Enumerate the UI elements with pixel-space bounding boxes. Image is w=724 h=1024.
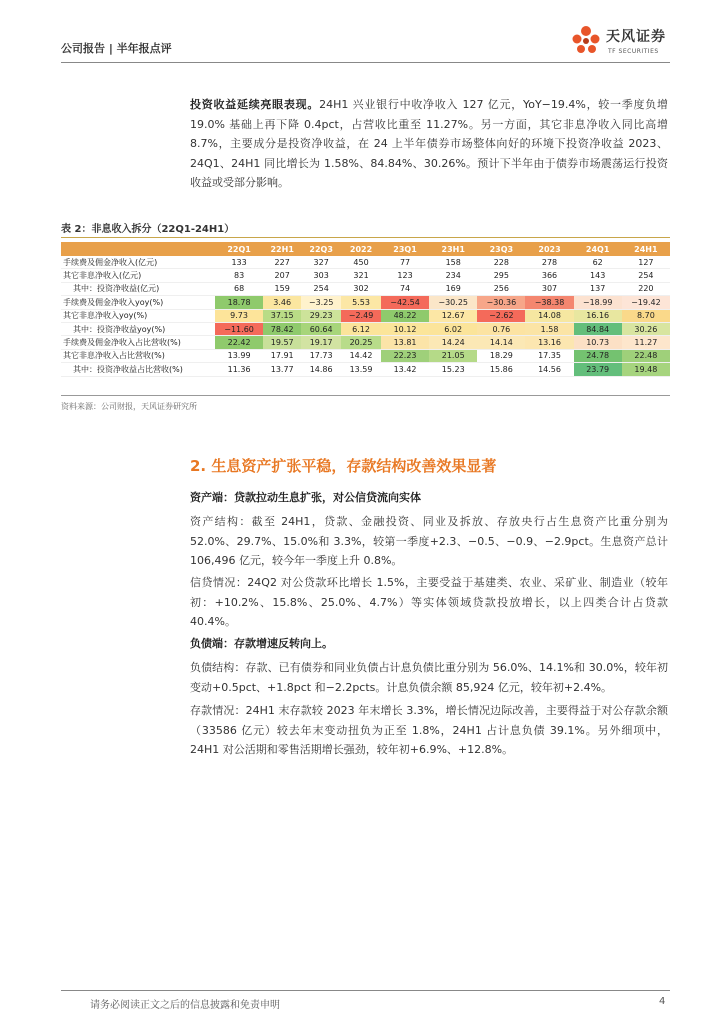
table-cell: 13.99 xyxy=(215,349,263,362)
table-cell: 22.48 xyxy=(622,349,670,362)
logo-name: 天风证券 xyxy=(606,29,666,45)
asset-side-subtitle: 资产端：贷款拉动生息扩张，对公信贷流向实体 xyxy=(190,491,421,504)
table-cell: 11.36 xyxy=(215,363,263,376)
table-cell: 207 xyxy=(263,269,301,282)
table-cell: 3.46 xyxy=(263,296,301,309)
table-cell: 18.78 xyxy=(215,296,263,309)
row-label: 其它非息净收入占比营收(%) xyxy=(61,349,215,362)
table-row xyxy=(61,309,670,322)
table-cell: 254 xyxy=(301,282,341,295)
table-row xyxy=(61,269,670,282)
table-cell: 8.70 xyxy=(622,309,670,322)
table-cell: 19.17 xyxy=(301,336,341,349)
table-cell: 20.25 xyxy=(341,336,381,349)
table-row xyxy=(61,322,670,335)
table-row xyxy=(61,363,670,376)
table-cell: 23.79 xyxy=(574,363,622,376)
table-cell: 24.78 xyxy=(574,349,622,362)
table-cell: −42.54 xyxy=(381,296,429,309)
company-logo xyxy=(568,20,688,64)
logo-name-en: TF SECURITIES xyxy=(608,48,659,55)
table-cell: −11.60 xyxy=(215,322,263,335)
table-cell: 127 xyxy=(622,256,670,269)
table-cell: 307 xyxy=(525,282,573,295)
table-cell: 234 xyxy=(429,269,477,282)
deposit-paragraph: 存款情况：24H1 末存款较 2023 年末增长 3.3%，增长情况边际改善，主要得益于对公存款余额（33586 亿元）较去年末变动扭负为正至 1.8%，24H1 占计息负债 39.1%。另外细项中，24H1 对公活期和零售活期增长强劲，较年初+6.9%、+12.8%。 xyxy=(190,704,668,756)
credit-paragraph: 信贷情况：24Q2 对公贷款环比增长 1.5%，主要受益于基建类、农业、采矿业、制造业（较年初：+10.2%、15.8%、25.0%、4.7%）等实体领域贷款投放增长，以上四类合计占贷款 40.4%。 xyxy=(190,576,668,628)
table-cell: 227 xyxy=(263,256,301,269)
table-cell: 14.56 xyxy=(525,363,573,376)
col-header: 23Q1 xyxy=(381,242,429,256)
table-cell: −30.25 xyxy=(429,296,477,309)
table-cell: 22.23 xyxy=(381,349,429,362)
table-cell: 278 xyxy=(525,256,573,269)
table-cell: 17.35 xyxy=(525,349,573,362)
table-cell: 48.22 xyxy=(381,309,429,322)
footer-disclaimer: 请务必阅读正文之后的信息披露和免责申明 xyxy=(90,1000,280,1011)
row-label: 手续费及佣金净收入占比营收(%) xyxy=(61,336,215,349)
table-row xyxy=(61,296,670,309)
table-top-rule xyxy=(61,237,670,238)
col-header: 2023 xyxy=(525,242,573,256)
table-cell: −19.42 xyxy=(622,296,670,309)
table-cell: −30.36 xyxy=(477,296,525,309)
table-cell: 60.64 xyxy=(301,322,341,335)
table-cell: −18.99 xyxy=(574,296,622,309)
table-cell: 22.42 xyxy=(215,336,263,349)
col-header: 2022 xyxy=(341,242,381,256)
table-cell: 14.14 xyxy=(477,336,525,349)
table-cell: 74 xyxy=(381,282,429,295)
table-cell: 68 xyxy=(215,282,263,295)
row-label: 手续费及佣金净收入(亿元) xyxy=(61,256,215,269)
row-label: 其中：投资净收益yoy(%) xyxy=(61,322,215,335)
table-row xyxy=(61,256,670,269)
col-header: 22Q1 xyxy=(215,242,263,256)
table-cell: 30.26 xyxy=(622,322,670,335)
table-cell: 228 xyxy=(477,256,525,269)
table-body xyxy=(61,256,670,376)
table-source: 资料来源：公司财报，天风证券研究所 xyxy=(61,402,197,411)
table-cell: 37.15 xyxy=(263,309,301,322)
liability-side-subtitle: 负债端：存款增速反转向上。 xyxy=(190,637,333,650)
table-cell: 302 xyxy=(341,282,381,295)
table-cell: 327 xyxy=(301,256,341,269)
asset-structure-paragraph: 资产结构：截至 24H1，贷款、金融投资、同业及拆放、存放央行占生息资产比重分别为 52.0%、29.7%、15.0%和 3.3%，较第一季度+2.3、−0.5、−0.9、−2.9pct。生息资产总计 106,496 亿元，较今年一季度上升 0.8%。 xyxy=(190,515,668,567)
table-cell: 14.08 xyxy=(525,309,573,322)
table-cell: 16.16 xyxy=(574,309,622,322)
table-cell: 14.42 xyxy=(341,349,381,362)
table-cell: 169 xyxy=(429,282,477,295)
table-cell: 84.84 xyxy=(574,322,622,335)
table-cell: 254 xyxy=(622,269,670,282)
table-cell: 15.86 xyxy=(477,363,525,376)
table-cell: 123 xyxy=(381,269,429,282)
table-cell: 83 xyxy=(215,269,263,282)
row-label: 其它非息净收入yoy(%) xyxy=(61,309,215,322)
table-cell: 18.29 xyxy=(477,349,525,362)
table-row xyxy=(61,336,670,349)
table-cell: 12.67 xyxy=(429,309,477,322)
row-label: 其中：投资净收益(亿元) xyxy=(61,282,215,295)
table-cell: 62 xyxy=(574,256,622,269)
table-cell: 6.02 xyxy=(429,322,477,335)
table-cell: 29.23 xyxy=(301,309,341,322)
table-cell: 17.73 xyxy=(301,349,341,362)
report-type-header: 公司报告 | 半年报点评 xyxy=(61,42,172,55)
table-cell: 13.77 xyxy=(263,363,301,376)
table-cell: 78.42 xyxy=(263,322,301,335)
table-cell: 133 xyxy=(215,256,263,269)
table-cell: 21.05 xyxy=(429,349,477,362)
table-row xyxy=(61,349,670,362)
col-header: 23H1 xyxy=(429,242,477,256)
table-cell: 0.76 xyxy=(477,322,525,335)
page-number: 4 xyxy=(659,996,666,1007)
table-cell: 303 xyxy=(301,269,341,282)
table-cell: 220 xyxy=(622,282,670,295)
col-header: 24Q1 xyxy=(574,242,622,256)
table-cell: 137 xyxy=(574,282,622,295)
table-cell: 15.23 xyxy=(429,363,477,376)
table-cell: 366 xyxy=(525,269,573,282)
table-cell: 159 xyxy=(263,282,301,295)
table-cell: 19.57 xyxy=(263,336,301,349)
section-title: 2. 生息资产扩张平稳，存款结构改善效果显著 xyxy=(190,457,497,475)
table-cell: 11.27 xyxy=(622,336,670,349)
table-cell: 143 xyxy=(574,269,622,282)
table-cell: 13.16 xyxy=(525,336,573,349)
col-header: 24H1 xyxy=(622,242,670,256)
non-interest-income-table xyxy=(61,242,670,377)
table-row xyxy=(61,282,670,295)
table-cell: 5.53 xyxy=(341,296,381,309)
table-cell: −38.38 xyxy=(525,296,573,309)
table-cell: 13.59 xyxy=(341,363,381,376)
table-cell: 295 xyxy=(477,269,525,282)
liability-structure-paragraph: 负债结构：存款、已有债券和同业负债占计息负债比重分别为 56.0%、14.1%和 30.0%，较年初变动+0.5pct、+1.8pct 和−2.2pcts。计息负债余额 85,924 亿元，较年初+2.4%。 xyxy=(190,661,668,694)
table-bottom-rule xyxy=(61,395,670,396)
table-title: 表 2：非息收入拆分（22Q1-24H1） xyxy=(61,224,235,235)
table-cell: 450 xyxy=(341,256,381,269)
table-cell: 19.48 xyxy=(622,363,670,376)
table-cell: 10.73 xyxy=(574,336,622,349)
table-header-row xyxy=(61,242,670,256)
paragraph-lead: 投资收益延续亮眼表现。 xyxy=(190,98,320,111)
table-cell: 14.24 xyxy=(429,336,477,349)
table-cell: −2.62 xyxy=(477,309,525,322)
table-cell: 158 xyxy=(429,256,477,269)
table-cell: 256 xyxy=(477,282,525,295)
table-cell: −3.25 xyxy=(301,296,341,309)
table-cell: 1.58 xyxy=(525,322,573,335)
investment-income-paragraph xyxy=(190,95,668,193)
table-cell: 6.12 xyxy=(341,322,381,335)
logo-flower-icon xyxy=(568,22,604,58)
table-cell: 9.73 xyxy=(215,309,263,322)
row-label: 其它非息净收入(亿元) xyxy=(61,269,215,282)
col-header: 22Q3 xyxy=(301,242,341,256)
table-cell: 321 xyxy=(341,269,381,282)
table-cell: 13.81 xyxy=(381,336,429,349)
header-divider xyxy=(61,62,670,63)
col-header: 22H1 xyxy=(263,242,301,256)
col-header: 23Q3 xyxy=(477,242,525,256)
row-label: 其中：投资净收益占比营收(%) xyxy=(61,363,215,376)
table-corner-cell xyxy=(61,242,215,256)
paragraph-body: 24H1 兴业银行中收净收入 127 亿元，YoY−19.4%，较一季度负增 19.0% 基础上再下降 0.4pct，占营收比重至 11.27%。另一方面，其它非息净收入同比高增 8.7%，主要成分是投资净收益，在 24 上半年债券市场整体向好的环境下投资净收益 2023、24Q1、24H1 同比增长为 1.58%、84.84%、30.26%。预计下半年由于债券市场震荡运行投资收益或受部分影响。 xyxy=(190,98,668,189)
table-cell: 13.42 xyxy=(381,363,429,376)
table-cell: 14.86 xyxy=(301,363,341,376)
table-cell: 17.91 xyxy=(263,349,301,362)
table-cell: 77 xyxy=(381,256,429,269)
table-cell: −2.49 xyxy=(341,309,381,322)
footer-divider xyxy=(61,990,670,991)
row-label: 手续费及佣金净收入yoy(%) xyxy=(61,296,215,309)
table-cell: 10.12 xyxy=(381,322,429,335)
